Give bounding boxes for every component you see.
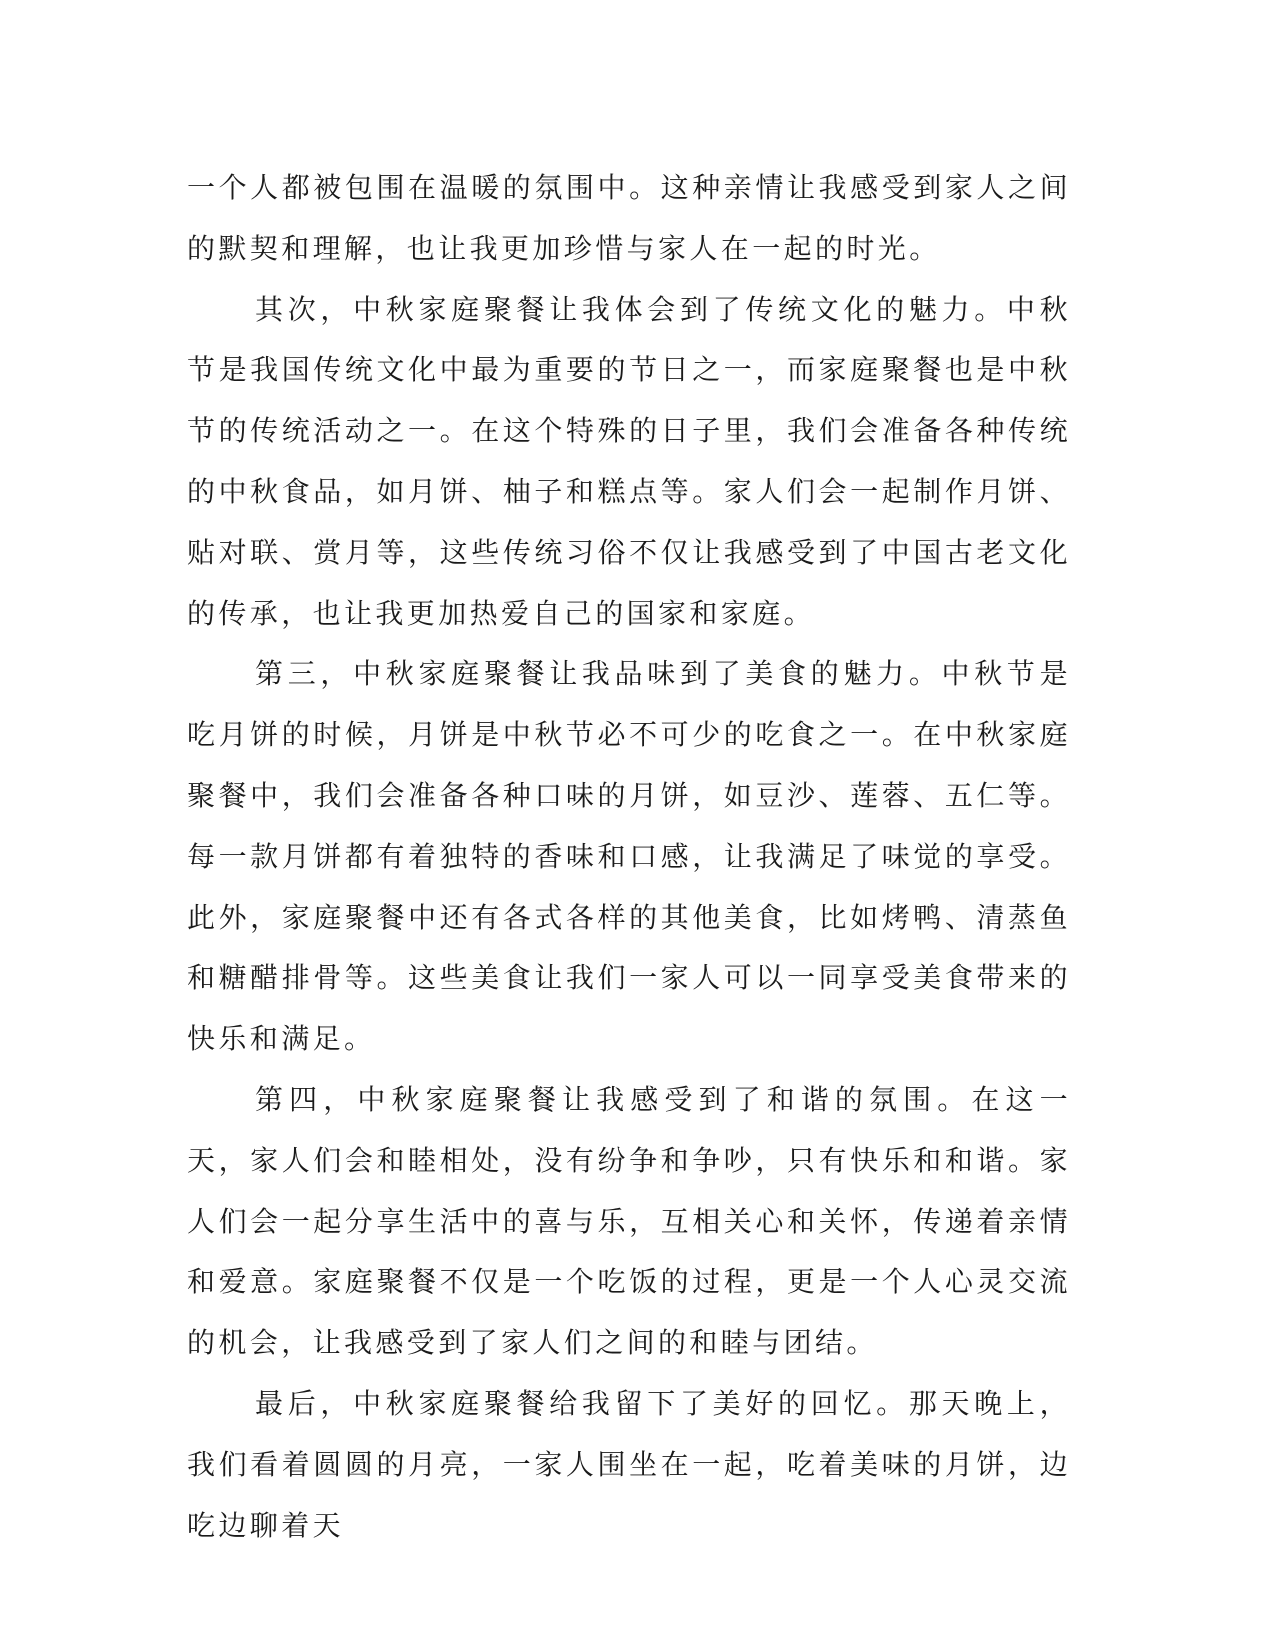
paragraph-food: 第三，中秋家庭聚餐让我品味到了美食的魅力。中秋节是吃月饼的时候，月饼是中秋节必不可少的吃食之一。在中秋家庭聚餐中，我们会准备各种口味的月饼，如豆沙、莲蓉、五仁等。每一款月饼都有着独特的香味和口感，让我满足了味觉的享受。此外，家庭聚餐中还有各式各样的其他美食，比如烤鸭、清蒸鱼和糖醋排骨等。这些美食让我们一家人可以一同享受美食带来的快乐和满足。 [187,657,1071,1056]
paragraph-continuation: 一个人都被包围在温暖的氛围中。这种亲情让我感受到家人之间的默契和理解，也让我更加珍惜与家人在一起的时光。 [187,171,1071,265]
paragraph-traditional-culture: 其次，中秋家庭聚餐让我体会到了传统文化的魅力。中秋节是我国传统文化中最为重要的节日之一，而家庭聚餐也是中秋节的传统活动之一。在这个特殊的日子里，我们会准备各种传统的中秋食品，如月饼、柚子和糕点等。家人们会一起制作月饼、贴对联、赏月等，这些传统习俗不仅让我感受到了中国古老文化的传承，也让我更加热爱自己的国家和家庭。 [187,292,1071,630]
paragraph-harmony: 第四，中秋家庭聚餐让我感受到了和谐的氛围。在这一天，家人们会和睦相处，没有纷争和争吵，只有快乐和和谐。家人们会一起分享生活中的喜与乐，互相关心和关怀，传递着亲情和爱意。家庭聚餐不仅是一个吃饭的过程，更是一个人心灵交流的机会，让我感受到了家人们之间的和睦与团结。 [187,1082,1071,1360]
document-body [187,158,1071,1556]
paragraph-memories: 最后，中秋家庭聚餐给我留下了美好的回忆。那天晚上，我们看着圆圆的月亮，一家人围坐在一起，吃着美味的月饼，边吃边聊着天 [187,1386,1071,1542]
